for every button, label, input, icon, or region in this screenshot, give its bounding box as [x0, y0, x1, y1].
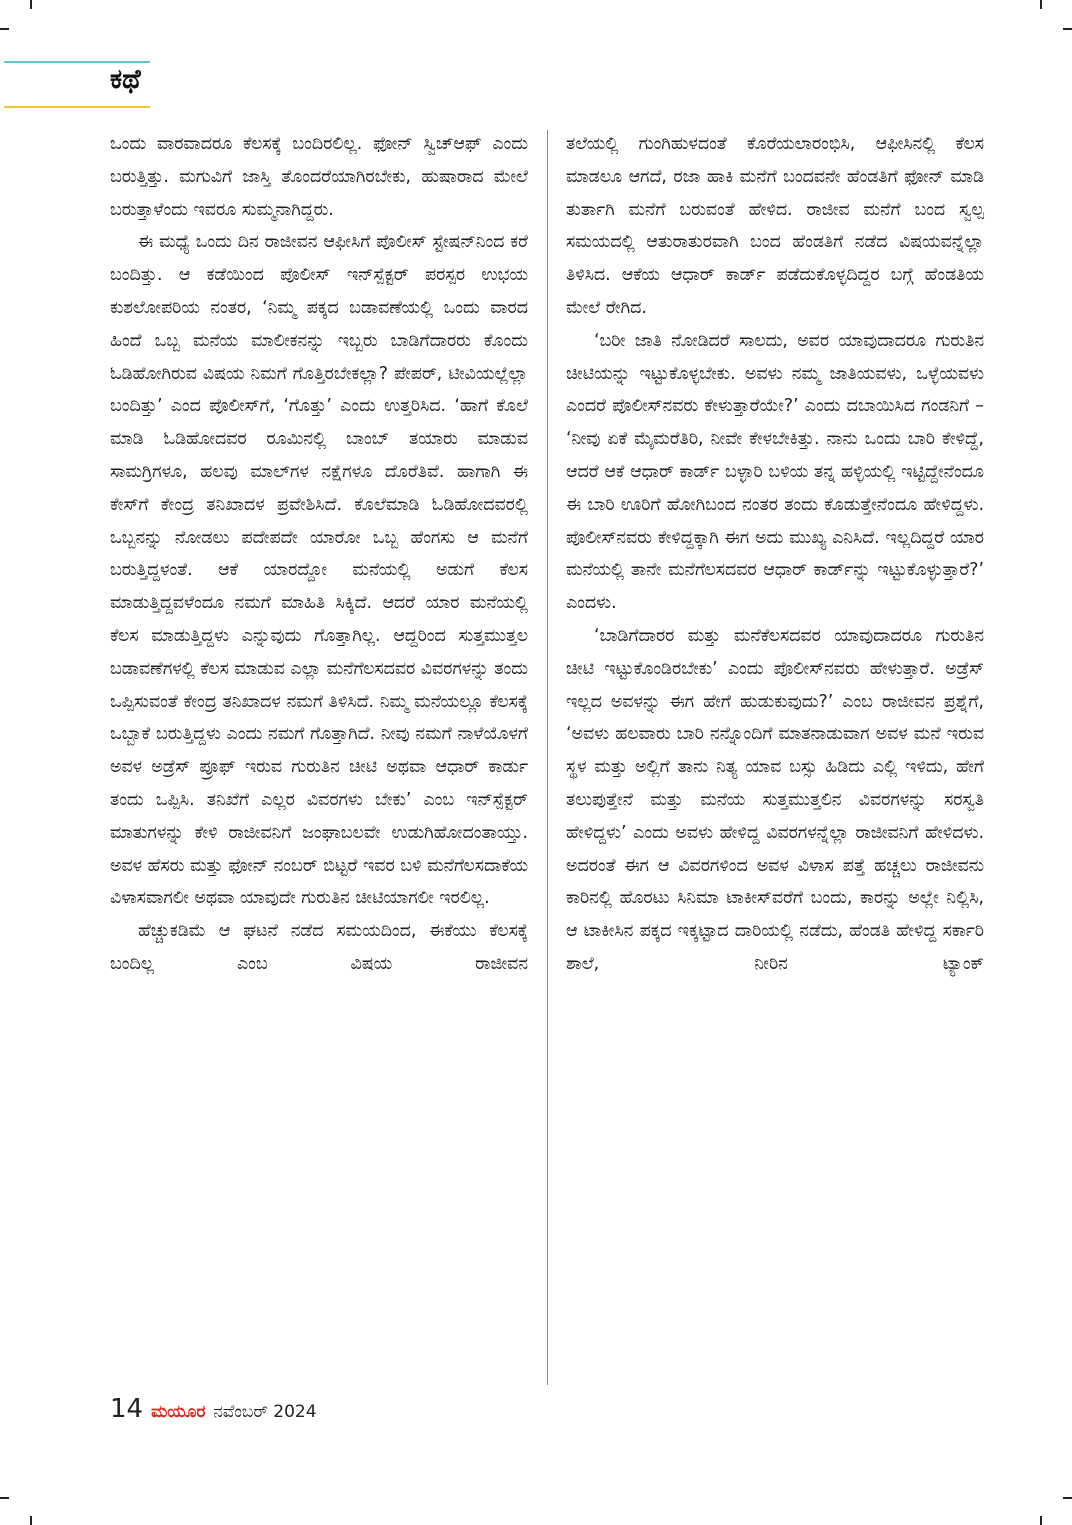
column-divider [547, 130, 548, 1385]
crop-mark [30, 0, 32, 9]
magazine-name: ಮಯೂರ [151, 1402, 206, 1422]
page-footer [110, 1394, 317, 1424]
crop-mark [1040, 1516, 1042, 1525]
header-accent-line-top [4, 61, 150, 63]
page-number: 14 [110, 1394, 144, 1424]
text-column-left [110, 128, 528, 981]
crop-mark [30, 1516, 32, 1525]
paragraph: ‘ಬರೀ ಜಾತಿ ನೋಡಿದರೆ ಸಾಲದು, ಅವರ ಯಾವುದಾದರೂ ಗುರುತಿನ ಚೀಟಿಯನ್ನು ಇಟ್ಟುಕೊಳ್ಳಬೇಕು. ಅವಳು ನಮ್ಮ ಜಾತಿಯವಳು, ಒಳ್ಳೆಯವಳು ಎಂದರೆ ಪೊಲೀಸ್‌ನವರು ಕೇಳುತ್ತಾರೆಯೇ?’ ಎಂದು ದಬಾಯಿಸಿದ ಗಂಡನಿಗೆ – ‘ನೀವು ಏಕೆ ಮೈಮರೆತಿರಿ, ನೀವೇ ಕೇಳಬೇಕಿತ್ತು. ನಾನು ಒಂದು ಬಾರಿ ಕೇಳಿದ್ದೆ, ಆದರೆ ಆಕೆ ಆಧಾರ್ ಕಾರ್ಡ್ ಬಳ್ಳಾರಿ ಬಳಿಯ ತನ್ನ ಹಳ್ಳಿಯಲ್ಲಿ ಇಟ್ಟಿದ್ದೇನೆಂದೂ ಈ ಬಾರಿ ಊರಿಗೆ ಹೋಗಿಬಂದ ನಂತರ ತಂದು ಕೊಡುತ್ತೇನೆಂದೂ ಹೇಳಿದ್ದಳು. ಪೊಲೀಸ್‌ನವರು ಕೇಳಿದ್ದಕ್ಕಾಗಿ ಈಗ ಅದು ಮುಖ್ಯ ಎನಿಸಿದೆ. ಇಲ್ಲದಿದ್ದರೆ ಯಾರ ಮನೆಯಲ್ಲಿ ತಾನೇ ಮನೆಗೆಲಸದವರ ಆಧಾರ್ ಕಾರ್ಡ್‌ನ್ನು ಇಟ್ಟುಕೊಳ್ಳುತ್ತಾರೆ?’ ಎಂದಳು. [566, 330, 984, 614]
paragraph: ತಲೆಯಲ್ಲಿ ಗುಂಗಿಹುಳದಂತೆ ಕೊರೆಯಲಾರಂಭಿಸಿ, ಆಫೀಸಿನಲ್ಲಿ ಕೆಲಸ ಮಾಡಲೂ ಆಗದೆ, ರಜಾ ಹಾಕಿ ಮನೆಗೆ ಬಂದವನೇ ಹೆಂಡತಿಗೆ ಫೋನ್ ಮಾಡಿ ತುರ್ತಾಗಿ ಮನೆಗೆ ಬರುವಂತೆ ಹೇಳಿದ. ರಾಜೀವ ಮನೆಗೆ ಬಂದ ಸ್ವಲ್ಪ ಸಮಯದಲ್ಲಿ ಆತುರಾತುರವಾಗಿ ಬಂದ ಹೆಂಡತಿಗೆ ನಡೆದ ವಿಷಯವನ್ನೆಲ್ಲಾ ತಿಳಿಸಿದ. ಆಕೆಯ ಆಧಾರ್ ಕಾರ್ಡ್ ಪಡೆದುಕೊಳ್ಳದಿದ್ದರ ಬಗ್ಗೆ ಹೆಂಡತಿಯ ಮೇಲೆ ರೇಗಿದ. [566, 134, 984, 318]
paragraph: ಈ ಮಧ್ಯೆ ಒಂದು ದಿನ ರಾಜೀವನ ಆಫೀಸಿಗೆ ಪೊಲೀಸ್ ಸ್ಟೇಷನ್‌ನಿಂದ ಕರೆ ಬಂದಿತ್ತು. ಆ ಕಡೆಯಿಂದ ಪೊಲೀಸ್ ಇನ್‌ಸ್ಪೆಕ್ಟರ್ ಪರಸ್ಪರ ಉಭಯ ಕುಶಲೋಪರಿಯ ನಂತರ, ‘ನಿಮ್ಮ ಪಕ್ಕದ ಬಡಾವಣೆಯಲ್ಲಿ ಒಂದು ವಾರದ ಹಿಂದೆ ಒಬ್ಬ ಮನೆಯ ಮಾಲೀಕನನ್ನು ಇಬ್ಬರು ಬಾಡಿಗೆದಾರರು ಕೊಂದು ಓಡಿಹೋಗಿರುವ ವಿಷಯ ನಿಮಗೆ ಗೊತ್ತಿರಬೇಕಲ್ಲಾ? ಪೇಪರ್, ಟೀವಿಯಲ್ಲೆಲ್ಲಾ ಬಂದಿತ್ತು’ ಎಂದ ಪೊಲೀಸ್‌ಗೆ, ‘ಗೊತ್ತು’ ಎಂದು ಉತ್ತರಿಸಿದ. ‘ಹಾಗೆ ಕೊಲೆ ಮಾಡಿ ಓಡಿಹೋದವರ ರೂಮಿನಲ್ಲಿ ಬಾಂಬ್ ತಯಾರು ಮಾಡುವ ಸಾಮಗ್ರಿಗಳೂ, ಹಲವು ಮಾಲ್‌ಗಳ ನಕ್ಷೆಗಳೂ ದೊರೆತಿವೆ. ಹಾಗಾಗಿ ಈ ಕೇಸ್‌ಗೆ ಕೇಂದ್ರ ತನಿಖಾದಳ ಪ್ರವೇಶಿಸಿದೆ. ಕೊಲೆಮಾಡಿ ಓಡಿಹೋದವರಲ್ಲಿ ಒಬ್ಬನನ್ನು ನೋಡಲು ಪದೇಪದೇ ಯಾರೋ ಒಬ್ಬ ಹೆಂಗಸು ಆ ಮನೆಗೆ ಬರುತ್ತಿದ್ದಳಂತೆ. ಆಕೆ ಯಾರದ್ದೋ ಮನೆಯಲ್ಲಿ ಅಡುಗೆ ಕೆಲಸ ಮಾಡುತ್ತಿದ್ದವಳೆಂದೂ ನಮಗೆ ಮಾಹಿತಿ ಸಿಕ್ಕಿದೆ. ಆದರೆ ಯಾರ ಮನೆಯಲ್ಲಿ ಕೆಲಸ ಮಾಡುತ್ತಿದ್ದಳು ಎನ್ನುವುದು ಗೊತ್ತಾಗಿಲ್ಲ. ಆದ್ದರಿಂದ ಸುತ್ತಮುತ್ತಲ ಬಡಾವಣೆಗಳಲ್ಲಿ ಕೆಲಸ ಮಾಡುವ ಎಲ್ಲಾ ಮನೆಗೆಲಸದವರ ವಿವರಗಳನ್ನು ತಂದು ಒಪ್ಪಿಸುವಂತೆ ಕೇಂದ್ರ ತನಿಖಾದಳ ನಮಗೆ ತಿಳಿಸಿದೆ. ನಿಮ್ಮ ಮನೆಯಲ್ಲೂ ಕೆಲಸಕ್ಕೆ ಒಬ್ಬಾಕೆ ಬರುತ್ತಿದ್ದಳು ಎಂದು ನಮಗೆ ಗೊತ್ತಾಗಿದೆ. ನೀವು ನಮಗೆ ನಾಳೆಯೊಳಗೆ ಅವಳ ಅಡ್ರೆಸ್ ಪ್ರೂಫ್ ಇರುವ ಗುರುತಿನ ಚೀಟಿ ಅಥವಾ ಆಧಾರ್ ಕಾರ್ಡು ತಂದು ಒಪ್ಪಿಸಿ. ತನಿಖೆಗೆ ಎಲ್ಲರ ವಿವರಗಳು ಬೇಕು’ ಎಂಬ ಇನ್‌ಸ್ಪೆಕ್ಟರ್ ಮಾತುಗಳನ್ನು ಕೇಳಿ ರಾಜೀವನಿಗೆ ಜಂಘಾಬಲವೇ ಉಡುಗಿಹೋದಂತಾಯ್ತು. ಅವಳ ಹೆಸರು ಮತ್ತು ಫೋನ್ ನಂಬರ್ ಬಿಟ್ಟರೆ ಇವರ ಬಳಿ ಮನೆಗೆಲಸದಾಕೆಯ ವಿಳಾಸವಾಗಲೀ ಅಥವಾ ಯಾವುದೇ ಗುರುತಿನ ಚೀಟಿಯಾಗಲೀ ಇರಲಿಲ್ಲ. [110, 232, 528, 909]
paragraph: ಒಂದು ವಾರವಾದರೂ ಕೆಲಸಕ್ಕೆ ಬಂದಿರಲಿಲ್ಲ. ಫೋನ್ ಸ್ವಿಚ್‌ಆಫ್ ಎಂದು ಬರುತ್ತಿತ್ತು. ಮಗುವಿಗೆ ಜಾಸ್ತಿ ತೊಂದರೆಯಾಗಿರಬೇಕು, ಹುಷಾರಾದ ಮೇಲೆ ಬರುತ್ತಾಳೆಂದು ಇವರೂ ಸುಮ್ಮನಾಗಿದ್ದರು. [110, 134, 528, 220]
issue-date: ನವೆಂಬರ್ 2024 [213, 1402, 317, 1422]
section-title: ಕಥೆ [110, 64, 141, 95]
crop-mark [1063, 28, 1072, 30]
crop-mark [1063, 1497, 1072, 1499]
crop-mark [1040, 0, 1042, 9]
header-accent-line-bottom [4, 106, 150, 108]
paragraph: ಹೆಚ್ಚುಕಡಿಮೆ ಆ ಘಟನೆ ನಡೆದ ಸಮಯದಿಂದ, ಈಕೆಯು ಕೆಲಸಕ್ಕೆ ಬಂದಿಲ್ಲ ಎಂಬ ವಿಷಯ ರಾಜೀವನ [110, 921, 528, 974]
paragraph: ‘ಬಾಡಿಗೆದಾರರ ಮತ್ತು ಮನೆಕೆಲಸದವರ ಯಾವುದಾದರೂ ಗುರುತಿನ ಚೀಟಿ ಇಟ್ಟುಕೊಂಡಿರಬೇಕು’ ಎಂದು ಪೊಲೀಸ್‌ನವರು ಹೇಳುತ್ತಾರೆ. ಅಡ್ರೆಸ್ ಇಲ್ಲದ ಅವಳನ್ನು ಈಗ ಹೇಗೆ ಹುಡುಕುವುದು?’ ಎಂಬ ರಾಜೀವನ ಪ್ರಶ್ನೆಗೆ, ‘ಅವಳು ಹಲವಾರು ಬಾರಿ ನನ್ನೊಂದಿಗೆ ಮಾತನಾಡುವಾಗ ಅವಳ ಮನೆ ಇರುವ ಸ್ಥಳ ಮತ್ತು ಅಲ್ಲಿಗೆ ತಾನು ನಿತ್ಯ ಯಾವ ಬಸ್ಸು ಹಿಡಿದು ಎಲ್ಲಿ ಇಳಿದು, ಹೇಗೆ ತಲುಪುತ್ತೇನೆ ಮತ್ತು ಮನೆಯ ಸುತ್ತಮುತ್ತಲಿನ ವಿವರಗಳನ್ನು ಸರಸ್ವತಿ ಹೇಳಿದ್ದಳು’ ಎಂದು ಅವಳು ಹೇಳಿದ್ದ ವಿವರಗಳನ್ನೆಲ್ಲಾ ರಾಜೀವನಿಗೆ ಹೇಳಿದಳು. ಅದರಂತೆ ಈಗ ಆ ವಿವರಗಳಿಂದ ಅವಳ ವಿಳಾಸ ಪತ್ತೆ ಹಚ್ಚಲು ರಾಜೀವನು ಕಾರಿನಲ್ಲಿ ಹೊರಟು ಸಿನಿಮಾ ಟಾಕೀಸ್‌ವರೆಗೆ ಬಂದು, ಕಾರನ್ನು ಅಲ್ಲೇ ನಿಲ್ಲಿಸಿ, ಆ ಟಾಕೀಸಿನ ಪಕ್ಕದ ಇಕ್ಕಟ್ಟಾದ ದಾರಿಯಲ್ಲಿ ನಡೆದು, ಹೆಂಡತಿ ಹೇಳಿದ್ದ ಸರ್ಕಾರಿ ಶಾಲೆ, ನೀರಿನ ಟ್ಯಾಂಕ್ [566, 625, 984, 974]
crop-mark [0, 28, 9, 30]
crop-mark [0, 1497, 9, 1499]
text-column-right [566, 128, 984, 981]
